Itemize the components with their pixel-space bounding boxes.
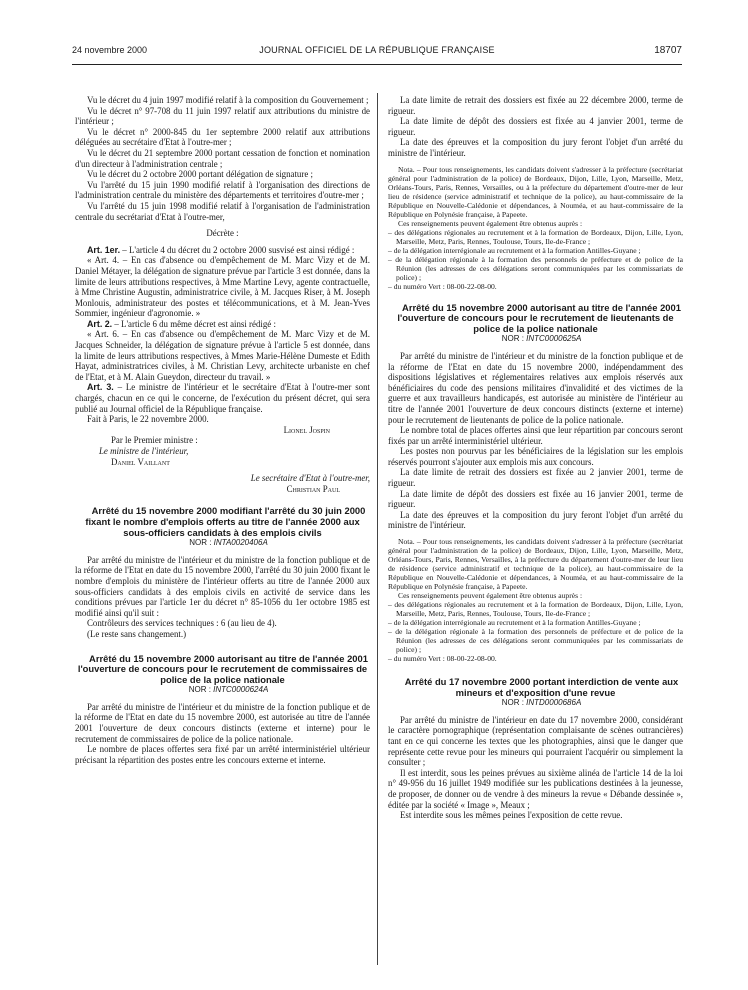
column-divider: [377, 93, 378, 965]
arrete-paragraph: La date limite de dépôt des dossiers est fixée au 16 janvier 2001, terme de rigueur.: [388, 488, 683, 510]
article-1-label: Art. 1er.: [87, 244, 121, 255]
article-1-text: – L'article 4 du décret du 2 octobre 2000 susvisé est ainsi rédigé :: [120, 244, 355, 255]
decrete: Décrète :: [206, 228, 239, 239]
nota-bullet: – de la délégation régionale à la formation des personnels de préfecture et de police de la Réunion (les adresses de ces délégations seront communiquées par les commissariats de police) ;: [388, 627, 683, 655]
arrete-paragraph: Le nombre total de places offertes ainsi que leur répartition par concours seront fixés par un arrêté interministériel ultérieur.: [388, 425, 683, 446]
signature-premier-ministre: Lionel Jospin: [283, 424, 330, 435]
nota-bullet: – de la délégation interrégionale au recrutement et à la formation Antilles-Guyane ;: [388, 618, 641, 628]
arrete-paragraph: (Le reste sans changement.): [87, 628, 187, 639]
signature-secretaire: Christian Paul: [286, 483, 340, 494]
arrete-paragraph: La date limite de dépôt des dossiers est fixée au 4 janvier 2001, terme de rigueur.: [388, 116, 683, 137]
nor-line: [75, 538, 370, 549]
header-date: 24 novembre 2000: [72, 45, 148, 55]
arrete-paragraph: Il est interdit, sous les peines prévues au sixième alinéa de l'article 14 de la loi n° 49-956 du 16 juillet 1949 modifiée sur les publications destinées à la jeunesse, de proposer, de donner ou de vendre à des mineurs la revue « Débande dessinée », éditée par la société « Image », Meaux ;: [388, 767, 683, 810]
nota-intro: Ces renseignements peuvent également être obtenus auprès :: [398, 591, 583, 601]
arrete-paragraph: Par arrêté du ministre de l'intérieur et du ministre de la fonction publique et de la réforme de l'Etat en date du 15 novembre 2000, l'arrêté du 30 juin 2000 fixant le nombre d'emplois du ministère de l'intérieur offerts au titre de l'année 2000 aux sous-officiers candidats à des emplois civils en activité de service dans les conditions prévues par l'article 1er du décret n° 85-1056 du 1er octobre 1985 est modifié ainsi qu'il suit :: [75, 554, 370, 618]
signature-ministre: Daniel Vaillant: [111, 456, 170, 467]
arrete-paragraph: Contrôleurs des services techniques : 6 (au lieu de 4).: [87, 618, 277, 629]
par-le-premier-ministre: Par le Premier ministre :: [111, 435, 198, 446]
nor-line: [75, 685, 370, 696]
arrete-paragraph: La date limite de retrait des dossiers est fixée au 2 janvier 2001, terme de rigueur.: [388, 467, 683, 489]
arrete-paragraph: Le nombre de places offertes sera fixé par un arrêté interministériel ultérieur précisant la répartition des postes entre les concours externe et interne.: [75, 744, 370, 765]
visa: Vu le décret n° 2000-845 du 1er septembre 2000 relatif aux attributions déléguées au secrétaire d'Etat à l'outre-mer ;: [75, 126, 370, 148]
article-2-text: – L'article 6 du même décret est ainsi rédigé :: [112, 318, 276, 329]
visa: Vu l'arrêté du 15 juin 1990 modifié relatif à l'organisation des directions de l'administration centrale du ministère des départements et territoires d'outre-mer ;: [75, 179, 370, 201]
nota-block: [388, 537, 683, 663]
nor-code: INTD0000686A: [526, 698, 582, 708]
arrete-paragraph: Par arrêté du ministre de l'intérieur en date du 17 novembre 2000, considérant le caractère pornographique (représentation complaisante de scènes outrancières) tant en ce qui concerne les textes que les photographies, ainsi que le danger que représente cette revue pour les mineurs qui pourraient l'acquérir ou simplement la consulter ;: [388, 714, 683, 768]
article-2: [75, 319, 370, 330]
article-1: [75, 245, 370, 256]
arrete-paragraph: Par arrêté du ministre de l'intérieur et du ministre de la fonction publique et de la réforme de l'Etat en date du 15 novembre 2000, est autorisée au titre de l'année 2001 l'ouverture de deux concours distincts (externe et interne) pour le recrutement de commissaires de police de la police nationale.: [75, 701, 370, 744]
nota-bullet: – de la délégation interrégionale au recrutement et à la formation Antilles-Guyane ;: [388, 245, 641, 255]
nota-bullet: – du numéro Vert : 08-00-22-08-00.: [388, 654, 497, 664]
article-3: [75, 382, 370, 414]
secretaire-etat: Le secrétaire d'Etat à l'outre-mer,: [250, 473, 370, 484]
nor-label: NOR :: [501, 698, 527, 708]
fait-a-paris: Fait à Paris, le 22 novembre 2000.: [87, 414, 209, 425]
article-3-text: – Le ministre de l'intérieur et le secrétaire d'Etat à l'outre-mer sont chargés, chacun en ce qui le concerne, de l'exécution du présent décret, qui sera publié au Journal officiel de la République française.: [75, 382, 370, 414]
nota-bullet: – des délégations régionales au recrutement et à la formation de Bordeaux, Dijon, Lille, Lyon, Marseille, Metz, Paris, Rennes, Toulouse, Tours, Ile-de-France ;: [388, 600, 683, 619]
nor-label: NOR :: [501, 334, 527, 344]
article-2-quote: « Art. 6. – En cas d'absence ou d'empêchement de M. Marc Vizy et de M. Jacques Schneider, la délégation de signature prévue à l'article 5 est donnée, dans la limite de leurs attributions respectives, à Mmes Marie-Hélène Dumeste et Edith Hayat, administratrices civiles, à M. Christian Levy, architecte urbaniste en chef de l'Etat, et à M. Alain Gueydon, directeur du travail. »: [75, 329, 370, 382]
nota-text: Nota. – Pour tous renseignements, les candidats doivent s'adresser à la préfecture (secrétariat général pour l'administration de la police) de Bordeaux, Dijon, Lille, Lyon, Marseille, Metz, Orléans-Tours, Paris, Rennes, Versailles, ou à la préfecture du département d'outre-mer de leur lieu de résidence (service administratif et technique de la police), au haut-commissaire de la République en Nouvelle-Calédonie et dépendances, à Nouméa, et au haut-commissaire de la République en Polynésie française, à Papeete.: [388, 164, 683, 219]
nota-text: Nota. – Pour tous renseignements, les candidats doivent s'adresser à la préfecture (secrétariat général pour l'administration de la police) de Bordeaux, Dijon, Lille, Lyon, Marseille, Metz, Orléans-Tours, Paris, Rennes, Versailles, à la préfecture du département d'outre-mer de leur lieu de résidence (service administratif et technique de la police), au haut-commissaire de la République en Nouvelle-Calédonie et dépendances, à Nouméa, et au haut-commissaire de la République en Polynésie française, à Papeete.: [388, 537, 683, 592]
page-number: 18707: [654, 45, 682, 56]
nor-code: INTC0000625A: [526, 334, 582, 344]
arrete-paragraph: La date des épreuves et la composition du jury feront l'objet d'un arrêté du ministre de l'intérieur.: [388, 509, 683, 531]
header-rule: [72, 64, 682, 65]
nota-intro: Ces renseignements peuvent également être obtenus auprès :: [398, 218, 583, 228]
visa: Vu le décret n° 97-708 du 11 juin 1997 relatif aux attributions du ministre de l'intérieur ;: [75, 105, 370, 127]
nota-bullet: – de la délégation régionale à la formation des personnels de préfecture et de police de la Réunion (les adresses de ces délégations seront communiquées par les commissariats de police) ;: [388, 254, 683, 282]
nota-bullet: – des délégations régionales au recrutement et à la formation de Bordeaux, Dijon, Lille, Lyon, Marseille, Metz, Paris, Rennes, Toulouse, Tours, Ile-de-France ;: [388, 227, 683, 246]
nor-code: INTA0020406A: [213, 538, 268, 548]
nor-label: NOR :: [189, 538, 214, 548]
article-1-quote: « Art. 4. – En cas d'absence ou d'empêchement de M. Marc Vizy et de M. Daniel Métayer, la délégation de signature prévue par l'article 3 est donnée, dans la limite de leurs attributions respectives, à Mme Martine Levy, agente contractuelle, à Mme Christine Augustin, administratrice civile, à M. Jacques Riser, à M. Joseph Monlouis, administrateur des postes et télécommunications, et à M. Jean-Yves Sommier, ingénieur d'agronomie. »: [75, 255, 370, 319]
arrete-title: Arrêté du 15 novembre 2000 autorisant au titre de l'année 2001 l'ouverture de concours pour le recrutement de commissaires de police de la police nationale: [77, 652, 368, 685]
visa: Vu le décret du 4 juin 1997 modifié relatif à la composition du Gouvernement ;: [87, 95, 369, 105]
nota-block: [388, 165, 683, 291]
arrete-paragraph: Par arrêté du ministre de l'intérieur et du ministre de la fonction publique et de la réforme de l'Etat en date du 15 novembre 2000, indépendamment des dispositions législatives et réglementaires relatives aux emplois réservés aux bénéficiaires du code des pensions militaires d'invalidité et des victimes de la guerre et aux travailleurs handicapés, est autorisée au ministère de l'intérieur au titre de l'année 2001 l'ouverture de deux concours distincts (externe et interne) pour le recrutement de lieutenants de police de la police nationale.: [388, 350, 683, 425]
arrete-title: Arrêté du 15 novembre 2000 autorisant au titre de l'année 2001 l'ouverture de concours pour le recrutement de lieutenants de police de la police nationale: [397, 301, 681, 334]
nor-code: INTC0000624A: [213, 685, 269, 695]
arrete-paragraph: La date limite de retrait des dossiers est fixée au 22 décembre 2000, terme de rigueur.: [388, 95, 683, 116]
nota-bullet: – du numéro Vert : 08-00-22-08-00.: [388, 281, 497, 291]
left-column: [75, 95, 370, 765]
visa: Vu le décret du 2 octobre 2000 portant délégation de signature ;: [87, 169, 313, 180]
arrete-paragraph: Les postes non pourvus par les bénéficiaires de la législation sur les emplois réservés pourront s'ajouter aux emplois mis aux concours.: [388, 446, 683, 467]
arrete-paragraph: Est interdite sous les mêmes peines l'exposition de cette revue.: [400, 810, 623, 821]
journal-title: JOURNAL OFFICIEL DE LA RÉPUBLIQUE FRANÇAISE: [259, 45, 495, 55]
visa: Vu l'arrêté du 15 juin 1998 modifié relatif à l'organisation de l'administration centrale du secrétariat d'Etat à l'outre-mer,: [75, 200, 370, 222]
nor-line: [388, 698, 683, 709]
article-3-label: Art. 3.: [87, 382, 114, 393]
arrete-title: Arrêté du 15 novembre 2000 modifiant l'arrêté du 30 juin 2000 fixant le nombre d'emplois offerts au titre de l'année 2000 aux sous-officiers candidats à des emplois civils: [85, 505, 366, 538]
arrete-paragraph: La date des épreuves et la composition du jury feront l'objet d'un arrêté du ministre de l'intérieur.: [388, 137, 683, 158]
nor-line: [388, 334, 683, 345]
ministre-interieur: Le ministre de l'intérieur,: [99, 446, 189, 456]
article-2-label: Art. 2.: [87, 318, 113, 329]
page-header: [72, 45, 682, 59]
arrete-title: Arrêté du 17 novembre 2000 portant interdiction de vente aux mineurs et d'exposition d'une revue: [404, 676, 679, 698]
nor-label: NOR :: [188, 685, 214, 695]
visa: Vu le décret du 21 septembre 2000 portant cessation de fonction et nomination d'un directeur à l'administration centrale ;: [75, 147, 370, 169]
right-column: [388, 95, 683, 821]
